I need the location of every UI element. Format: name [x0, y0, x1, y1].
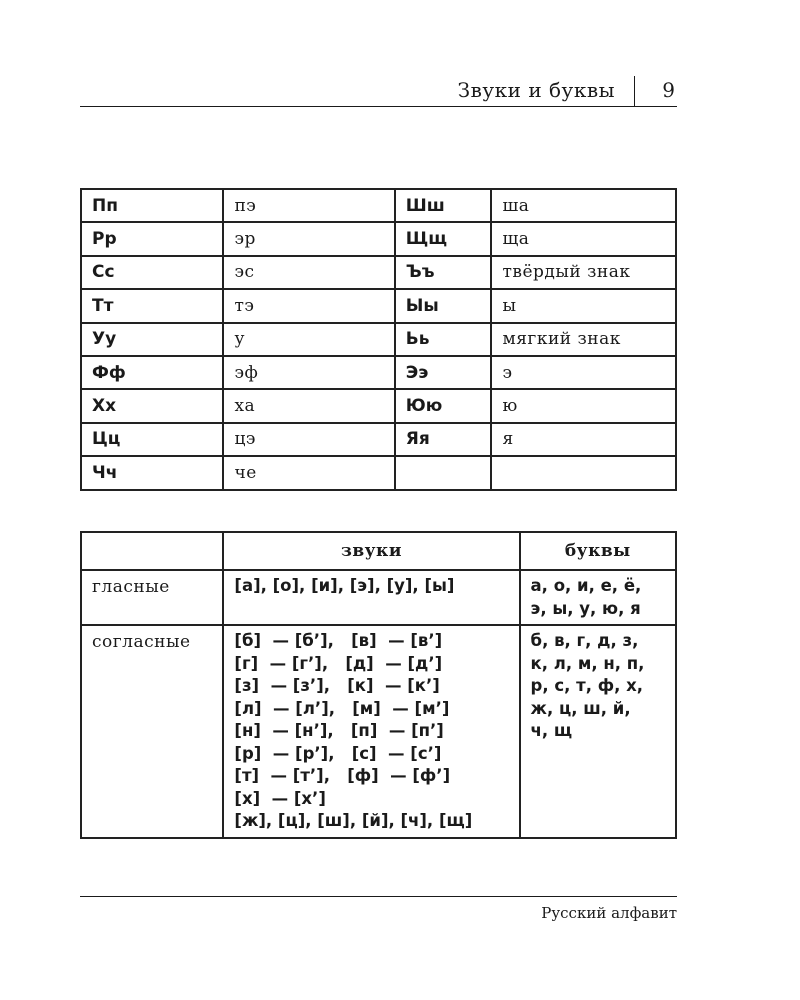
vowels-label: гласные [81, 570, 223, 625]
consonant-letters-line: ч, щ [530, 721, 573, 740]
letter-name-cell: че [223, 456, 394, 489]
consonants-sounds-cell [223, 625, 519, 838]
footer-rule [80, 896, 677, 897]
consonant-pair-line: [р] — [р’], [с] — [с’] [234, 743, 442, 763]
letter-name-cell: ша [491, 189, 676, 222]
consonant-pair-line: [з] — [з’], [к] — [к’] [234, 676, 440, 695]
letter-cell: Щщ [395, 222, 492, 255]
letter-name-cell: тэ [223, 289, 394, 322]
letter-cell: Сс [81, 256, 223, 289]
letter-name-cell: твёрдый знак [491, 256, 676, 289]
letter-cell [395, 456, 492, 489]
vowel-letters-line: а, о, и, е, ё, [530, 576, 642, 595]
header-letters: буквы [520, 532, 676, 570]
vowels-sounds-cell [223, 570, 519, 625]
letter-cell: Яя [395, 423, 492, 456]
vowels-letters-cell [520, 570, 676, 625]
letter-cell: Уу [81, 323, 223, 356]
letter-name-cell: ю [491, 389, 676, 422]
letter-cell: Ыы [395, 289, 492, 322]
letter-cell: Тт [81, 289, 223, 322]
alphabet-row [81, 356, 676, 389]
consonant-pair-line: [н] — [н’], [п] — [п’] [234, 721, 444, 740]
empty-header-cell [81, 532, 223, 570]
consonant-letters-line: б, в, г, д, з, [530, 631, 639, 650]
alphabet-row [81, 256, 676, 289]
letter-name-cell: я [491, 423, 676, 456]
letter-name-cell: эр [223, 222, 394, 255]
alphabet-row [81, 389, 676, 422]
consonant-pair-line: [л] — [л’], [м] — [м’] [234, 698, 450, 718]
alphabet-row [81, 423, 676, 456]
table-header-row [81, 532, 676, 570]
letter-name-cell: ы [491, 289, 676, 322]
letter-cell: Цц [81, 423, 223, 456]
letter-cell: Хх [81, 389, 223, 422]
alphabet-row [81, 189, 676, 222]
letter-name-cell: ща [491, 222, 676, 255]
vowel-letters-line: э, ы, у, ю, я [530, 598, 641, 618]
consonant-pair-line: [т] — [т’], [ф] — [ф’] [234, 766, 451, 785]
letter-name-cell: у [223, 323, 394, 356]
header-sounds: звуки [223, 532, 519, 570]
consonant-pair-line: [г] — [г’], [д] — [д’] [234, 653, 443, 673]
alphabet-row [81, 289, 676, 322]
alphabet-table-body [81, 189, 676, 490]
consonant-letters-line: к, л, м, н, п, [530, 653, 645, 673]
letter-cell: Ээ [395, 356, 492, 389]
letter-cell: Шш [395, 189, 492, 222]
letter-cell: Рр [81, 222, 223, 255]
letter-name-cell: ха [223, 389, 394, 422]
consonants-label: согласные [81, 625, 223, 838]
letter-name-cell: э [491, 356, 676, 389]
alphabet-table [80, 188, 677, 491]
running-header [80, 76, 677, 107]
alphabet-row [81, 222, 676, 255]
letter-name-cell [491, 456, 676, 489]
alphabet-row [81, 456, 676, 489]
sounds-letters-table [80, 531, 677, 839]
consonants-row [81, 625, 676, 838]
letter-name-cell: цэ [223, 423, 394, 456]
letter-cell: Пп [81, 189, 223, 222]
header-title: Звуки и буквы [457, 78, 615, 102]
letter-name-cell: пэ [223, 189, 394, 222]
unpaired-consonants-line: [ж], [ц], [ш], [й], [ч], [щ] [234, 811, 473, 830]
vowels-row [81, 570, 676, 625]
consonant-letters-line: р, с, т, ф, х, [530, 676, 644, 695]
consonant-pair-line: [х] — [х’] [234, 788, 326, 808]
alphabet-row [81, 323, 676, 356]
letter-name-cell: мягкий знак [491, 323, 676, 356]
vowel-sounds: [а], [о], [и], [э], [у], [ы] [234, 576, 455, 595]
letter-name-cell: эс [223, 256, 394, 289]
letter-cell: Ъъ [395, 256, 492, 289]
letter-cell: Фф [81, 356, 223, 389]
page-number: 9 [662, 78, 675, 102]
letter-name-cell: эф [223, 356, 394, 389]
consonants-letters-cell [520, 625, 676, 838]
letter-cell: Юю [395, 389, 492, 422]
letter-cell: Чч [81, 456, 223, 489]
consonant-pair-line: [б] — [б’], [в] — [в’] [234, 631, 443, 650]
running-footer: Русский алфавит [541, 904, 677, 922]
consonant-letters-line: ж, ц, ш, й, [530, 698, 631, 718]
letter-cell: Ьь [395, 323, 492, 356]
header-divider [634, 76, 636, 106]
